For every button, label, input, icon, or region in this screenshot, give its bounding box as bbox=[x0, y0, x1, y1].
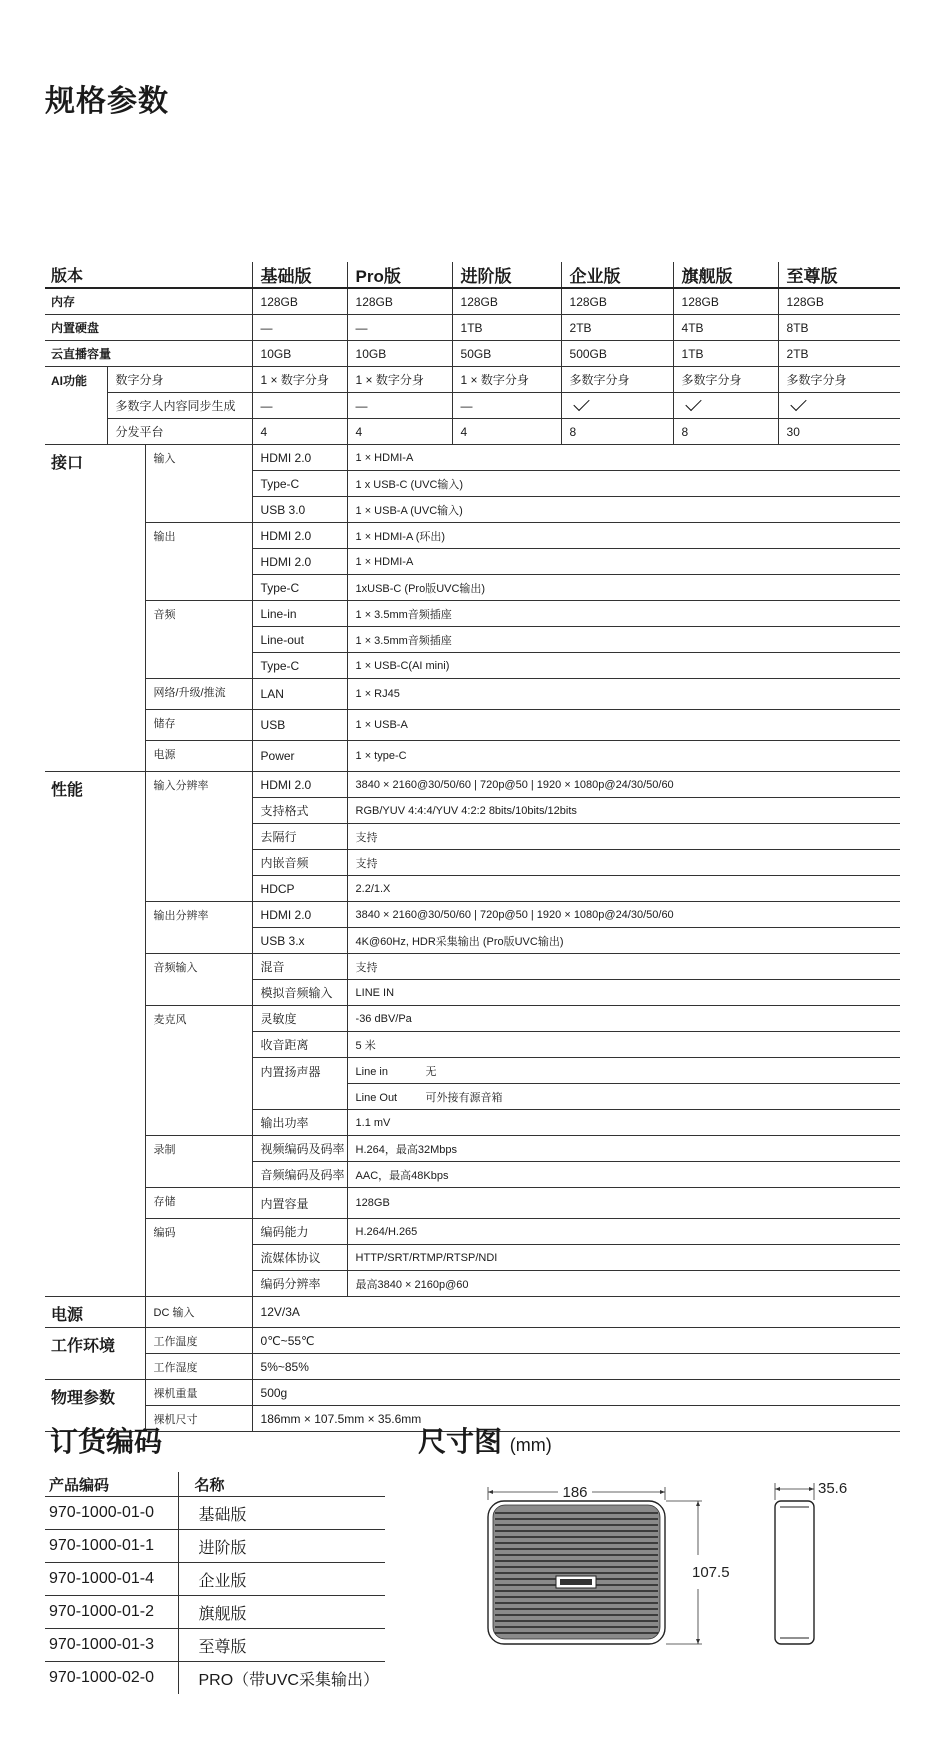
disk-value: — bbox=[252, 315, 347, 341]
ai-feature-value bbox=[561, 393, 673, 419]
interface-group-label: 电源 bbox=[145, 741, 252, 772]
performance-row bbox=[45, 1219, 900, 1245]
performance-row bbox=[45, 902, 900, 928]
performance-group-label: 编码 bbox=[145, 1219, 252, 1297]
memory-value: 128GB bbox=[561, 288, 673, 315]
interface-item-value: 1 × RJ45 bbox=[347, 679, 900, 710]
ai-feature-value: 多数字分身 bbox=[778, 367, 900, 393]
performance-item-name: 模拟音频输入 bbox=[252, 980, 347, 1006]
ai-feature-value: 4 bbox=[452, 419, 561, 445]
memory-value: 128GB bbox=[347, 288, 452, 315]
interface-item-name: Power bbox=[252, 741, 347, 772]
ai-feature-value: 30 bbox=[778, 419, 900, 445]
spec-version-label: 版本 bbox=[45, 262, 252, 288]
performance-item-value: RGB/YUV 4:4:4/YUV 4:2:2 8bits/10bits/12bits bbox=[347, 798, 900, 824]
edition-2: Pro版 bbox=[347, 262, 452, 288]
performance-item-name: HDMI 2.0 bbox=[252, 902, 347, 928]
performance-item-value: 支持 bbox=[347, 824, 900, 850]
interface-label: 接口 bbox=[45, 445, 145, 772]
order-code: 970-1000-01-0 bbox=[45, 1497, 178, 1530]
performance-group-label: 存储 bbox=[145, 1188, 252, 1219]
interface-group-label: 输入 bbox=[145, 445, 252, 523]
performance-sub-name: Line Out bbox=[355, 1091, 398, 1104]
physical-row bbox=[45, 1380, 900, 1406]
order-code: 970-1000-01-3 bbox=[45, 1629, 178, 1662]
ai-feature-value bbox=[673, 393, 778, 419]
ai-feature-value: — bbox=[452, 393, 561, 419]
ai-feature-value: — bbox=[252, 393, 347, 419]
performance-item-name: 视频编码及码率 bbox=[252, 1136, 347, 1162]
page-title: 规格参数 bbox=[45, 85, 169, 118]
performance-item-name: 音频编码及码率 bbox=[252, 1162, 347, 1188]
memory-value: 128GB bbox=[778, 288, 900, 315]
interface-item-value: 1 × HDMI-A bbox=[347, 549, 900, 575]
order-name: PRO（带UVC采集输出） bbox=[178, 1662, 385, 1695]
ai-feature-value: 8 bbox=[673, 419, 778, 445]
order-row bbox=[45, 1629, 385, 1662]
ai-feature-value: — bbox=[347, 393, 452, 419]
order-table bbox=[45, 1472, 385, 1694]
order-row bbox=[45, 1563, 385, 1596]
performance-item-name: 支持格式 bbox=[252, 798, 347, 824]
performance-item-name: 收音距离 bbox=[252, 1032, 347, 1058]
cloud-value: 1TB bbox=[673, 341, 778, 367]
interface-group-label: 音频 bbox=[145, 601, 252, 679]
ai-feature-value: 1 × 数字分身 bbox=[347, 367, 452, 393]
performance-sub-value: 无 bbox=[425, 1065, 437, 1078]
power-item-value: 12V/3A bbox=[252, 1297, 900, 1328]
performance-item-value: -36 dBV/Pa bbox=[347, 1006, 900, 1032]
interface-item-name: HDMI 2.0 bbox=[252, 549, 347, 575]
ai-feature-value: 4 bbox=[252, 419, 347, 445]
dimension-title-text: 尺寸图 bbox=[418, 1426, 503, 1457]
edition-6: 至尊版 bbox=[778, 262, 900, 288]
performance-sub-name: Line in bbox=[355, 1065, 388, 1078]
spec-row-memory bbox=[45, 288, 900, 315]
performance-item-name: HDMI 2.0 bbox=[252, 772, 347, 798]
spec-row-cloud bbox=[45, 341, 900, 367]
performance-item-value: 5 米 bbox=[347, 1032, 900, 1058]
performance-row bbox=[45, 1188, 900, 1219]
interface-group-label: 网络/升级/推流 bbox=[145, 679, 252, 710]
performance-group-label: 录制 bbox=[145, 1136, 252, 1188]
interface-item-value: 1 × USB-A bbox=[347, 710, 900, 741]
order-code: 970-1000-01-1 bbox=[45, 1530, 178, 1563]
interface-row bbox=[45, 741, 900, 772]
performance-group-label: 麦克风 bbox=[145, 1006, 252, 1136]
interface-item-value: 1 × HDMI-A bbox=[347, 445, 900, 471]
performance-group-label: 音频输入 bbox=[145, 954, 252, 1006]
cloud-value: 2TB bbox=[778, 341, 900, 367]
env-item-value: 5%~85% bbox=[252, 1354, 900, 1380]
disk-value: 8TB bbox=[778, 315, 900, 341]
performance-item-name: USB 3.x bbox=[252, 928, 347, 954]
ai-feature-label: 多数字人内容同步生成 bbox=[107, 393, 252, 419]
order-col-name: 名称 bbox=[178, 1472, 385, 1497]
dimension-drawing bbox=[470, 1465, 850, 1670]
env-item-label: 工作湿度 bbox=[145, 1354, 252, 1380]
spec-row-ai bbox=[45, 419, 900, 445]
performance-item-value: 3840 × 2160@30/50/60 | 720p@50 | 1920 × 1080p@24/30/50/60 bbox=[347, 772, 900, 798]
performance-item-value: HTTP/SRT/RTMP/RTSP/NDI bbox=[347, 1245, 900, 1271]
performance-item-name: HDCP bbox=[252, 876, 347, 902]
performance-group-label: 输入分辨率 bbox=[145, 772, 252, 902]
order-code: 970-1000-02-0 bbox=[49, 1669, 154, 1686]
performance-row bbox=[45, 954, 900, 980]
interface-item-value: 1 × USB-A (UVC输入) bbox=[347, 497, 900, 523]
physical-label: 物理参数 bbox=[45, 1380, 145, 1432]
performance-item-name: 去隔行 bbox=[252, 824, 347, 850]
interface-row bbox=[45, 523, 900, 549]
performance-group-label: 输出分辨率 bbox=[145, 902, 252, 954]
interface-item-value: 1 × USB-C(AI mini) bbox=[347, 653, 900, 679]
env-row bbox=[45, 1354, 900, 1380]
height-label: 107.5 bbox=[692, 1564, 730, 1581]
performance-item-value: 支持 bbox=[347, 850, 900, 876]
disk-value: — bbox=[347, 315, 452, 341]
disk-value: 4TB bbox=[673, 315, 778, 341]
order-code: 970-1000-01-2 bbox=[45, 1596, 178, 1629]
check-icon bbox=[790, 394, 806, 410]
order-name: 基础版 bbox=[178, 1497, 385, 1530]
interface-item-name: Line-in bbox=[252, 601, 347, 627]
dimension-title bbox=[418, 1420, 552, 1460]
interface-row bbox=[45, 679, 900, 710]
performance-item-name: 内嵌音频 bbox=[252, 850, 347, 876]
performance-item-value: H.264，最高32Mbps bbox=[347, 1136, 900, 1162]
device-front-view bbox=[488, 1484, 730, 1644]
performance-item-name: 灵敏度 bbox=[252, 1006, 347, 1032]
physical-item-value: 186mm × 107.5mm × 35.6mm bbox=[252, 1406, 900, 1432]
disk-value: 1TB bbox=[452, 315, 561, 341]
performance-item-value: 3840 × 2160@30/50/60 | 720p@50 | 1920 × 1080p@24/30/50/60 bbox=[347, 902, 900, 928]
interface-item-name: USB bbox=[252, 710, 347, 741]
ai-feature-value: 1 × 数字分身 bbox=[252, 367, 347, 393]
performance-item-name: 内置扬声器 bbox=[252, 1058, 347, 1110]
performance-row bbox=[45, 772, 900, 798]
interface-item-value: 1 × HDMI-A (环出) bbox=[347, 523, 900, 549]
performance-row bbox=[45, 1136, 900, 1162]
ai-feature-value: 多数字分身 bbox=[673, 367, 778, 393]
width-label: 186 bbox=[562, 1484, 588, 1501]
physical-item-value: 500g bbox=[252, 1380, 900, 1406]
order-code: 970-1000-01-4 bbox=[45, 1563, 178, 1596]
interface-group-label: 输出 bbox=[145, 523, 252, 601]
performance-item-value: LINE IN bbox=[347, 980, 900, 1006]
power-label: 电源 bbox=[45, 1297, 145, 1328]
performance-item-value: 最高3840 × 2160p@60 bbox=[347, 1271, 900, 1297]
order-row bbox=[45, 1530, 385, 1563]
order-col-code: 产品编码 bbox=[45, 1472, 178, 1497]
env-item-label: 工作温度 bbox=[145, 1328, 252, 1354]
performance-item-name: 混音 bbox=[252, 954, 347, 980]
memory-value: 128GB bbox=[673, 288, 778, 315]
physical-item-label: 裸机重量 bbox=[145, 1380, 252, 1406]
performance-item-value: AAC，最高48Kbps bbox=[347, 1162, 900, 1188]
edition-5: 旗舰版 bbox=[673, 262, 778, 288]
ai-feature-value: 8 bbox=[561, 419, 673, 445]
interface-item-value: 1 × 3.5mm音频插座 bbox=[347, 627, 900, 653]
performance-item-value: 支持 bbox=[347, 954, 900, 980]
performance-item-value: 2.2/1.X bbox=[347, 876, 900, 902]
performance-item-value bbox=[347, 1084, 900, 1110]
performance-label: 性能 bbox=[45, 772, 145, 1297]
interface-item-value: 1 × 3.5mm音频插座 bbox=[347, 601, 900, 627]
ai-feature-value bbox=[778, 393, 900, 419]
ai-feature-label: 数字分身 bbox=[107, 367, 252, 393]
spec-row-ai bbox=[45, 393, 900, 419]
cloud-value: 10GB bbox=[252, 341, 347, 367]
performance-item-value: 1.1 mV bbox=[347, 1110, 900, 1136]
memory-label: 内存 bbox=[45, 288, 252, 315]
performance-item-name: 内置容量 bbox=[252, 1188, 347, 1219]
performance-row bbox=[45, 1006, 900, 1032]
check-icon bbox=[685, 394, 701, 410]
cloud-value: 50GB bbox=[452, 341, 561, 367]
interface-item-value: 1xUSB-C (Pro版UVC输出) bbox=[347, 575, 900, 601]
cloud-label: 云直播容量 bbox=[45, 341, 252, 367]
interface-item-name: HDMI 2.0 bbox=[252, 523, 347, 549]
order-row bbox=[45, 1497, 385, 1530]
performance-item-value bbox=[347, 1058, 900, 1084]
disk-value: 2TB bbox=[561, 315, 673, 341]
performance-item-value: 128GB bbox=[347, 1188, 900, 1219]
interface-item-name: Type-C bbox=[252, 471, 347, 497]
edition-1: 基础版 bbox=[252, 262, 347, 288]
spec-row-ai bbox=[45, 367, 900, 393]
performance-item-name: 流媒体协议 bbox=[252, 1245, 347, 1271]
memory-value: 128GB bbox=[252, 288, 347, 315]
performance-item-value: H.264/H.265 bbox=[347, 1219, 900, 1245]
interface-row bbox=[45, 445, 900, 471]
dimension-unit: (mm) bbox=[509, 1435, 552, 1455]
performance-sub-value: 可外接有源音箱 bbox=[425, 1091, 503, 1104]
depth-label: 35.6 bbox=[818, 1480, 848, 1497]
interface-item-name: USB 3.0 bbox=[252, 497, 347, 523]
order-row bbox=[45, 1662, 385, 1695]
ai-feature-value: 1 × 数字分身 bbox=[452, 367, 561, 393]
interface-group-label: 储存 bbox=[145, 710, 252, 741]
power-item-label: DC 输入 bbox=[145, 1297, 252, 1328]
ai-feature-label: 分发平台 bbox=[107, 419, 252, 445]
order-header-row bbox=[45, 1472, 385, 1497]
cloud-value: 10GB bbox=[347, 341, 452, 367]
performance-item-value: 4K@60Hz, HDR采集输出 (Pro版UVC输出) bbox=[347, 928, 900, 954]
spec-table bbox=[45, 262, 900, 1432]
device-side-view bbox=[775, 1480, 847, 1644]
cloud-value: 500GB bbox=[561, 341, 673, 367]
power-row bbox=[45, 1297, 900, 1328]
performance-item-name: 编码分辨率 bbox=[252, 1271, 347, 1297]
interface-item-name: HDMI 2.0 bbox=[252, 445, 347, 471]
ai-feature-value: 4 bbox=[347, 419, 452, 445]
order-name: 企业版 bbox=[178, 1563, 385, 1596]
performance-item-name: 编码能力 bbox=[252, 1219, 347, 1245]
disk-label: 内置硬盘 bbox=[45, 315, 252, 341]
interface-item-name: LAN bbox=[252, 679, 347, 710]
edition-3: 进阶版 bbox=[452, 262, 561, 288]
order-name: 至尊版 bbox=[178, 1629, 385, 1662]
interface-row bbox=[45, 710, 900, 741]
env-label: 工作环境 bbox=[45, 1328, 145, 1380]
performance-item-name: 输出功率 bbox=[252, 1110, 347, 1136]
order-name: 旗舰版 bbox=[178, 1596, 385, 1629]
check-icon bbox=[573, 394, 589, 410]
env-item-value: 0℃~55℃ bbox=[252, 1328, 900, 1354]
interface-item-name: Type-C bbox=[252, 653, 347, 679]
interface-item-name: Line-out bbox=[252, 627, 347, 653]
logo-mark bbox=[560, 1579, 592, 1585]
spec-header-row bbox=[45, 262, 900, 288]
order-name: 进阶版 bbox=[178, 1530, 385, 1563]
order-row bbox=[45, 1596, 385, 1629]
interface-row bbox=[45, 601, 900, 627]
env-row bbox=[45, 1328, 900, 1354]
order-title: 订货编码 bbox=[50, 1426, 163, 1457]
ai-feature-value: 多数字分身 bbox=[561, 367, 673, 393]
interface-item-value: 1 × type-C bbox=[347, 741, 900, 772]
edition-4: 企业版 bbox=[561, 262, 673, 288]
ai-label: AI功能 bbox=[45, 367, 107, 445]
physical-item-label: 裸机尺寸 bbox=[145, 1406, 252, 1432]
interface-item-value: 1 x USB-C (UVC输入) bbox=[347, 471, 900, 497]
interface-item-name: Type-C bbox=[252, 575, 347, 601]
spec-row-disk bbox=[45, 315, 900, 341]
memory-value: 128GB bbox=[452, 288, 561, 315]
